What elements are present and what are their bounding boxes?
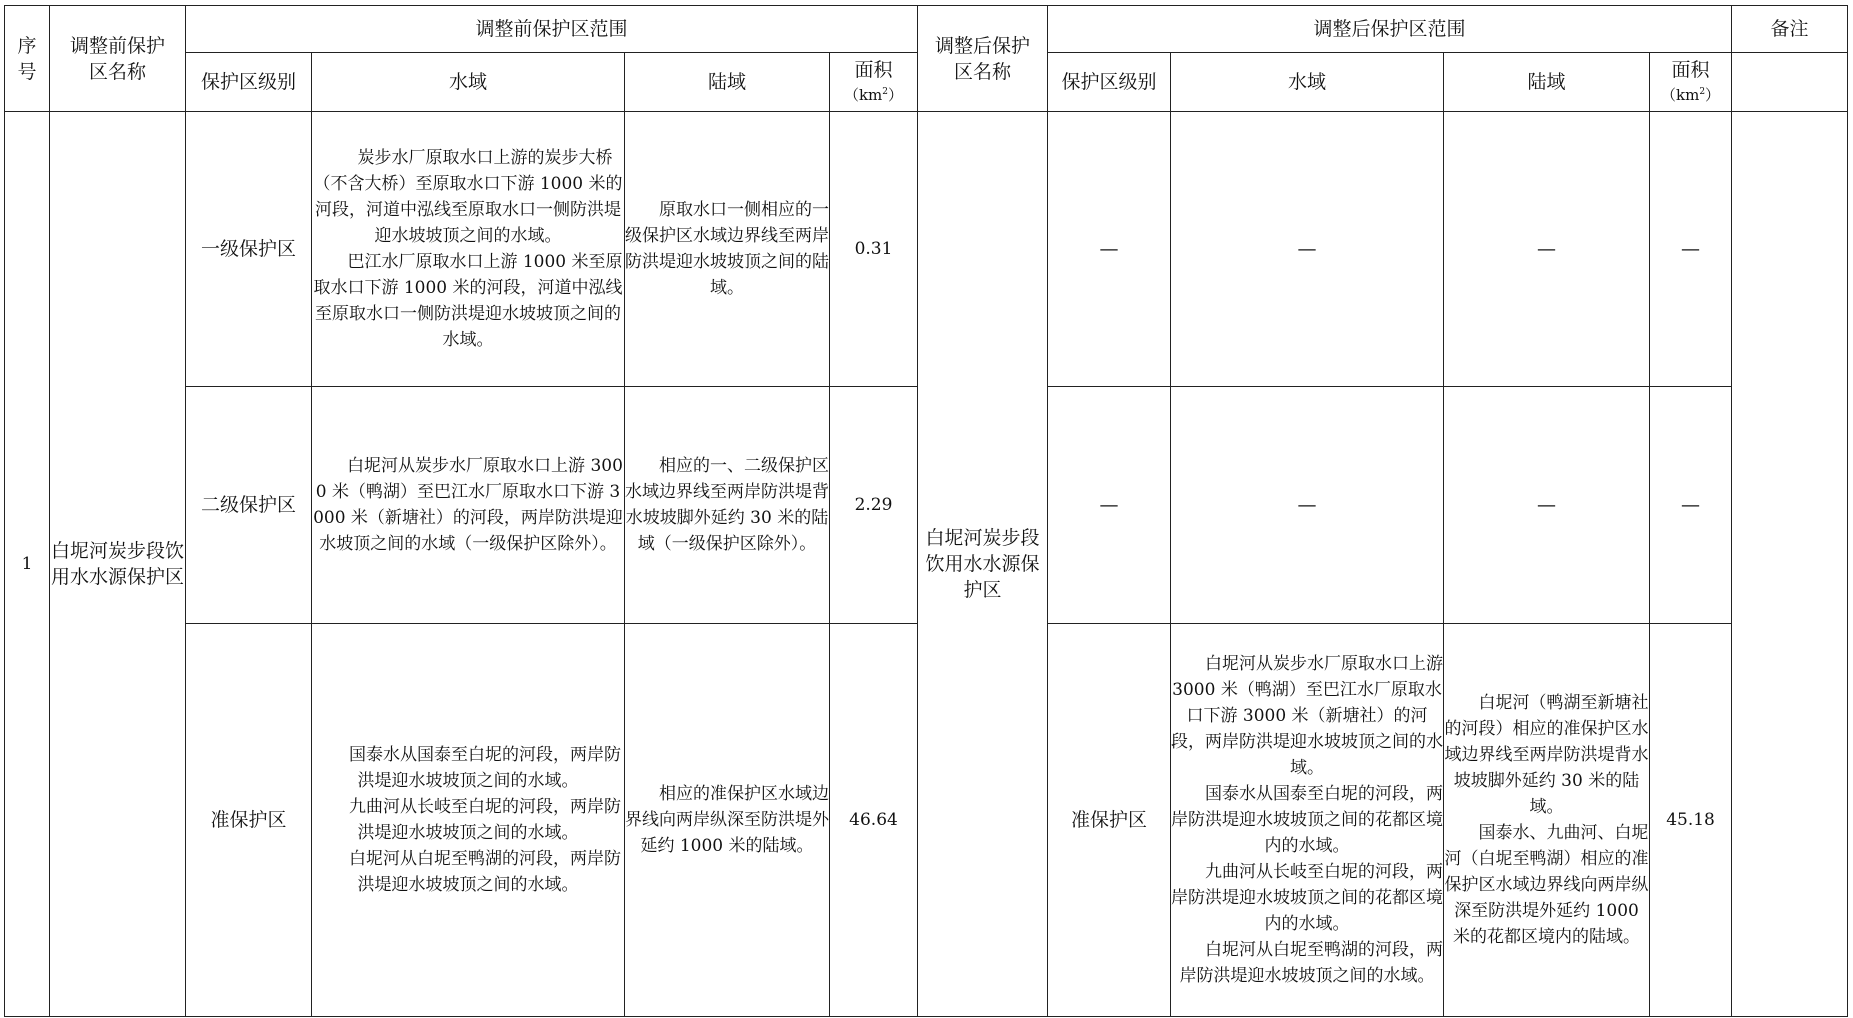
before-area-1-text: 0.31 — [854, 239, 893, 259]
after-land-3 — [1444, 624, 1650, 1017]
after-area-3 — [1650, 624, 1732, 1017]
header-after-water-text: 水域 — [1288, 71, 1327, 93]
header-seq-text: 序号 — [17, 34, 37, 83]
header-remarks-text: 备注 — [1770, 18, 1809, 40]
after-water-3-para-1: 白坭河从炭步水厂原取水口上游 3000 米（鸭湖）至巴江水厂原取水口下游 3000 米（新塘社）的河段，两岸防洪堤迎水坡坡顶之间的水域。 — [1171, 654, 1444, 778]
after-level-2-text: — — [1099, 494, 1119, 516]
header-before-range-text: 调整前保护区范围 — [475, 18, 628, 40]
header-after-range — [1048, 6, 1732, 53]
after-water-3 — [1171, 624, 1444, 1017]
before-level-3-text: 准保护区 — [210, 809, 287, 831]
after-water-2-text: — — [1297, 494, 1317, 516]
after-zone-name-text: 白坭河炭步段饮用水水源保护区 — [925, 527, 1040, 601]
header-seq — [5, 6, 50, 112]
after-land-1 — [1444, 112, 1650, 387]
header-before-range — [186, 6, 918, 53]
after-land-3-para-1: 白坭河（鸭湖至新塘社的河段）相应的准保护区水域边界线至两岸防洪堤背水坡坡脚外延约 30 米的陆域。 — [1444, 693, 1649, 817]
after-area-2 — [1650, 387, 1732, 624]
after-land-2 — [1444, 387, 1650, 624]
before-water-1-para-2: 巴江水厂原取水口上游 1000 米至原取水口下游 1000 米的河段，河道中泓线至原取水口一侧防洪堤迎水坡坡顶之间的水域。 — [313, 252, 623, 350]
header-after-area-unit-base: km — [1675, 85, 1700, 104]
after-level-3 — [1048, 624, 1171, 1017]
row-seq — [5, 112, 50, 1017]
header-before-level-text: 保护区级别 — [200, 71, 296, 93]
header-before-water-text: 水域 — [448, 71, 487, 93]
header-before-area-unit: $(km^2)$ — [843, 85, 904, 104]
before-water-3-para-3: 白坭河从白坭至鸭湖的河段，两岸防洪堤迎水坡坡顶之间的水域。 — [349, 849, 621, 895]
after-land-1-text: — — [1537, 238, 1557, 260]
before-water-2 — [312, 387, 625, 624]
protection-zone-table — [4, 5, 1848, 1017]
header-remarks — [1732, 6, 1848, 53]
row-seq-text: 1 — [21, 554, 33, 574]
header-after-area-unit-sup: 2 — [1699, 86, 1706, 97]
header-before-name — [50, 6, 186, 112]
before-land-1 — [625, 112, 830, 387]
before-water-2-para-1: 白坭河从炭步水厂原取水口上游 3000 米（鸭湖）至巴江水厂原取水口下游 3000 米（新塘社）的河段，两岸防洪堤迎水坡顶之间的水域（一级保护区除外）。 — [313, 456, 623, 554]
header-after-land-text: 陆域 — [1527, 71, 1566, 93]
before-level-1 — [186, 112, 312, 387]
after-level-2 — [1048, 387, 1171, 624]
before-area-1 — [830, 112, 918, 387]
before-area-3 — [830, 624, 918, 1017]
before-level-2-text: 二级保护区 — [200, 494, 296, 516]
before-water-1-para-1: 炭步水厂原取水口上游的炭步大桥（不含大桥）至原取水口下游 1000 米的河段，河道中泓线至原取水口一侧防洪堤迎水坡坡顶之间的水域。 — [313, 148, 623, 246]
before-zone-name-text: 白坭河炭步段饮用水水源保护区 — [50, 540, 184, 588]
before-water-3-para-2: 九曲河从长岐至白坭的河段，两岸防洪堤迎水坡坡顶之间的水域。 — [349, 797, 621, 843]
before-land-1-para: 原取水口一侧相应的一级保护区水域边界线至两岸防洪堤迎水坡坡顶之间的陆域。 — [625, 200, 829, 298]
header-before-area-unit-sup: 2 — [882, 86, 889, 97]
header-after-name-text: 调整后保护区名称 — [935, 34, 1031, 83]
before-level-1-text: 一级保护区 — [200, 238, 296, 260]
before-land-3-para: 相应的准保护区水域边界线向两岸纵深至防洪堤外延约 1000 米的陆域。 — [625, 784, 829, 856]
header-after-level — [1048, 53, 1171, 112]
table-row — [5, 112, 1848, 387]
after-area-2-text: — — [1681, 494, 1701, 516]
header-before-area — [830, 53, 918, 112]
before-area-2-text: 2.29 — [854, 495, 893, 515]
before-water-3 — [312, 624, 625, 1017]
header-after-level-text: 保护区级别 — [1061, 71, 1157, 93]
after-level-3-text: 准保护区 — [1071, 809, 1148, 831]
header-after-land — [1444, 53, 1650, 112]
after-area-1-text: — — [1681, 238, 1701, 260]
after-water-3-para-3: 九曲河从长岐至白坭的河段，两岸防洪堤迎水坡坡顶之间的花都区境内的水域。 — [1171, 862, 1444, 934]
after-level-1-text: — — [1099, 238, 1119, 260]
after-water-1-text: — — [1297, 238, 1317, 260]
header-before-level — [186, 53, 312, 112]
after-level-1 — [1048, 112, 1171, 387]
header-before-area-unit-base: km — [858, 85, 883, 104]
header-before-water — [312, 53, 625, 112]
header-after-area — [1650, 53, 1732, 112]
after-area-1 — [1650, 112, 1732, 387]
after-land-2-text: — — [1537, 494, 1557, 516]
header-after-area-label: 面积 — [1671, 58, 1710, 81]
remarks-cell — [1732, 112, 1848, 1017]
after-land-3-para-2: 国泰水、九曲河、白坭河（白坭至鸭湖）相应的准保护区水域边界线向两岸纵深至防洪堤外延约 1000 米的花都区境内的陆域。 — [1444, 823, 1649, 947]
header-remarks-empty — [1732, 53, 1848, 112]
header-before-area-label: 面积 — [854, 58, 893, 81]
header-before-land-text: 陆域 — [707, 71, 746, 93]
header-before-land — [625, 53, 830, 112]
after-zone-name — [918, 112, 1048, 1017]
header-after-range-text: 调整后保护区范围 — [1313, 18, 1466, 40]
before-area-3-text: 46.64 — [849, 810, 898, 830]
before-level-2 — [186, 387, 312, 624]
header-after-area-unit: $(km^2)$ — [1660, 85, 1721, 104]
header-after-name — [918, 6, 1048, 112]
header-after-water — [1171, 53, 1444, 112]
before-water-1 — [312, 112, 625, 387]
after-water-3-para-2: 国泰水从国泰至白坭的河段，两岸防洪堤迎水坡坡顶之间的花都区境内的水域。 — [1171, 784, 1444, 856]
after-water-1 — [1171, 112, 1444, 387]
header-before-name-text: 调整前保护区名称 — [69, 34, 165, 83]
before-water-3-para-1: 国泰水从国泰至白坭的河段，两岸防洪堤迎水坡坡顶之间的水域。 — [349, 745, 621, 791]
before-zone-name — [50, 112, 186, 1017]
after-area-3-text: 45.18 — [1666, 810, 1715, 830]
before-land-2 — [625, 387, 830, 624]
before-land-3 — [625, 624, 830, 1017]
after-water-3-para-4: 白坭河从白坭至鸭湖的河段，两岸防洪堤迎水坡坡顶之间的水域。 — [1179, 940, 1444, 986]
before-area-2 — [830, 387, 918, 624]
before-level-3 — [186, 624, 312, 1017]
before-land-2-para: 相应的一、二级保护区水域边界线至两岸防洪堤背水坡坡脚外延约 30 米的陆域（一级保护区除外）。 — [625, 456, 829, 554]
after-water-2 — [1171, 387, 1444, 624]
